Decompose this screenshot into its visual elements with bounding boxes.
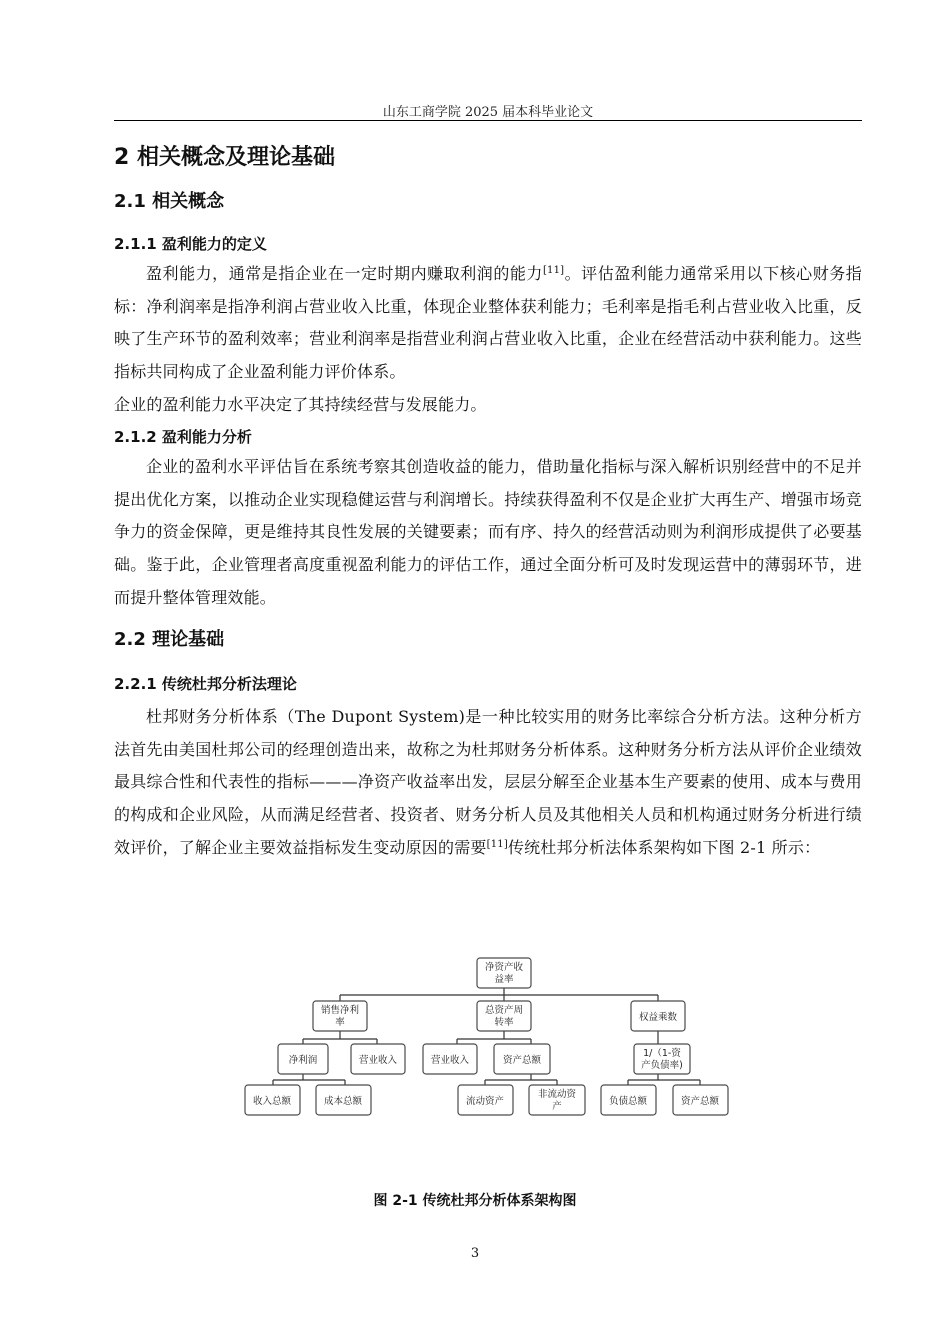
paragraph-text: 。评估盈利能力通常采用以下核心财务指标：净利润率是指净利润占营业收入比重，体现企业整体获利能力；毛利率是指毛利占营业收入比重，反映了生产环节的盈利效率；营业利润率是指营业利润占营业收入比重，企业在经营活动中获利能力。这些指标共同构成了企业盈利能力评价体系。 bbox=[114, 264, 862, 382]
paragraph-profitability-analysis: 企业的盈利水平评估旨在系统考察其创造收益的能力，借助量化指标与深入解析识别经营中的不足并提出优化方案，以推动企业实现稳健运营与利润增长。持续获得盈利不仅是企业扩大再生产、增强市场竞争力的资金保障，更是维持其良性发展的关键要素；而有序、持久的经营活动则为利润形成提供了必要基础。鉴于此，企业管理者高度重视盈利能力的评估工作，通过全面分析可及时发现运营中的薄弱环节，进而提升整体管理效能。 bbox=[114, 457, 862, 607]
node-total-assets-1 bbox=[494, 1044, 550, 1074]
node-label: 净资产收 bbox=[484, 962, 524, 973]
node-label: 非流动资 bbox=[537, 1089, 577, 1100]
node-revenue-2 bbox=[423, 1044, 477, 1074]
node-label: 成本总额 bbox=[323, 1096, 363, 1107]
paragraph-text: 传统杜邦分析法体系架构如下图 2-1 所示： bbox=[507, 837, 821, 857]
node-label: 资产总额 bbox=[680, 1096, 720, 1107]
node-label: 转率 bbox=[494, 1017, 514, 1028]
node-total-liabilities bbox=[601, 1085, 656, 1115]
section-2-1-2-heading: 2.1.2 盈利能力分析 bbox=[114, 428, 252, 446]
node-revenue-1 bbox=[351, 1044, 405, 1074]
node-label: 产负债率) bbox=[641, 1060, 683, 1071]
node-label: 总资产周 bbox=[484, 1005, 524, 1016]
paragraph-profitability-summary: 企业的盈利能力水平决定了其持续经营与发展能力。 bbox=[114, 395, 487, 414]
node-label: 收入总额 bbox=[252, 1096, 292, 1107]
node-net-profit bbox=[278, 1044, 328, 1074]
node-label: 1/（1-资 bbox=[643, 1048, 681, 1059]
node-label: 权益乘数 bbox=[638, 1012, 678, 1023]
section-2-2-1-heading: 2.2.1 传统杜邦分析法理论 bbox=[114, 675, 297, 693]
paragraph-text: 盈利能力，通常是指企业在一定时期内赚取利润的能力 bbox=[146, 264, 543, 283]
section-2-1-heading: 2.1 相关概念 bbox=[114, 191, 225, 212]
node-equity-multiplier bbox=[631, 1001, 685, 1031]
node-label: 益率 bbox=[494, 974, 514, 985]
paragraph-dupont-theory bbox=[114, 701, 862, 865]
node-total-assets-2 bbox=[673, 1085, 728, 1115]
page-number: 3 bbox=[470, 1246, 480, 1261]
node-label: 净利润 bbox=[288, 1055, 318, 1066]
node-label: 营业收入 bbox=[430, 1055, 470, 1066]
node-roe bbox=[477, 958, 531, 988]
running-header: 山东工商学院 2025 届本科毕业论文 bbox=[382, 105, 594, 120]
section-2-2-heading: 2.2 理论基础 bbox=[114, 629, 225, 650]
node-total-income bbox=[245, 1085, 300, 1115]
citation: [11] bbox=[486, 838, 508, 850]
node-label: 资产总额 bbox=[502, 1055, 542, 1066]
citation: [11] bbox=[542, 265, 565, 276]
header-rule bbox=[114, 120, 862, 121]
node-current-assets bbox=[458, 1085, 513, 1115]
node-noncurrent-assets bbox=[529, 1085, 585, 1115]
node-total-cost bbox=[316, 1085, 371, 1115]
node-label: 负债总额 bbox=[608, 1096, 648, 1107]
node-label: 流动资产 bbox=[465, 1096, 505, 1107]
paragraph-text: 杜邦财务分析体系（The Dupont System)是一种比较实用的财务比率综合分析方法。这种分析方法首先由美国杜邦公司的经理创造出来，故称之为杜邦财务分析体系。这种财务分析方法从评价企业绩效最具综合性和代表性的指标———净资产收益率出发，层层分解至企业基本生产要素的使用、成本与费用的构成和企业风险，从而满足经营者、投资者、财务分析人员及其他相关人员和机构通过财务分析进行绩效评价，了解企业主要效益指标发生变动原因的需要 bbox=[114, 707, 862, 857]
paragraph-profitability-definition bbox=[114, 258, 862, 389]
dupont-tree-diagram bbox=[230, 950, 740, 1125]
node-label: 销售净利 bbox=[320, 1005, 360, 1016]
section-2-1-1-heading: 2.1.1 盈利能力的定义 bbox=[114, 235, 267, 253]
node-label: 率 bbox=[335, 1017, 345, 1028]
node-reciprocal-debt-ratio bbox=[634, 1044, 690, 1074]
figure-caption: 图 2-1 传统杜邦分析体系架构图 bbox=[373, 1193, 577, 1209]
node-label: 产 bbox=[552, 1101, 562, 1112]
node-asset-turnover bbox=[477, 1001, 531, 1031]
chapter-title: 2 相关概念及理论基础 bbox=[114, 145, 335, 170]
node-net-profit-margin bbox=[313, 1001, 367, 1031]
node-label: 营业收入 bbox=[358, 1055, 398, 1066]
